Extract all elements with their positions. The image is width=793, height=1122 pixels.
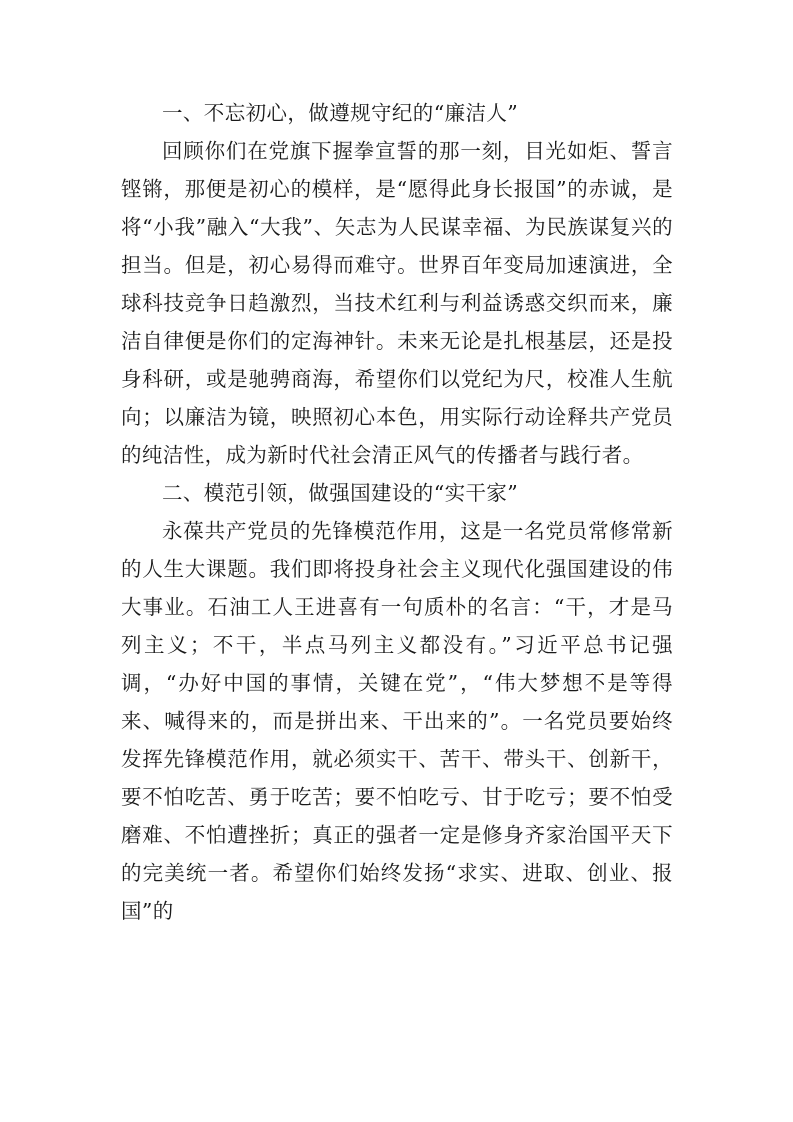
section-heading-2: 二、模范引领，做强国建设的“实干家” [162,481,519,505]
document-body [121,94,673,930]
section-heading-1: 一、不忘初心，做遵规守纪的“廉洁人” [162,101,519,125]
section-paragraph-2: 永葆共产党员的先锋模范作用，这是一名党员常修常新的人生大课题。我们即将投身社会主义现代化强国建设的伟大事业。石油工人王进喜有一句质朴的名言：“干，才是马列主义；不干，半点马列主义都没有。”习近平总书记强调，“办好中国的事情，关键在党”，“伟大梦想不是等得来、喊得来的，而是拼出来、干出来的”。一名党员要始终发挥先锋模范作用，就必须实干、苦干、带头干、创新干，要不怕吃苦、勇于吃苦；要不怕吃亏、甘于吃亏；要不怕受磨难、不怕遭挫折；真正的强者一定是修身齐家治国平天下的完美统一者。希望你们始终发扬“求实、进取、创业、报国”的 [121,519,673,923]
section-paragraph-1: 回顾你们在党旗下握拳宣誓的那一刻，目光如炬、誓言铿锵，那便是初心的模样，是“愿得此身长报国”的赤诚，是将“小我”融入“大我”、矢志为人民谋幸福、为民族谋复兴的担当。但是，初心易得而难守。世界百年变局加速演进，全球科技竞争日趋激烈，当技术红利与利益诱惑交织而来，廉洁自律便是你们的定海神针。未来无论是扎根基层，还是投身科研，或是驰骋商海，希望你们以党纪为尺，校准人生航向；以廉洁为镜，映照初心本色，用实际行动诠释共产党员的纯洁性，成为新时代社会清正风气的传播者与践行者。 [121,139,673,467]
